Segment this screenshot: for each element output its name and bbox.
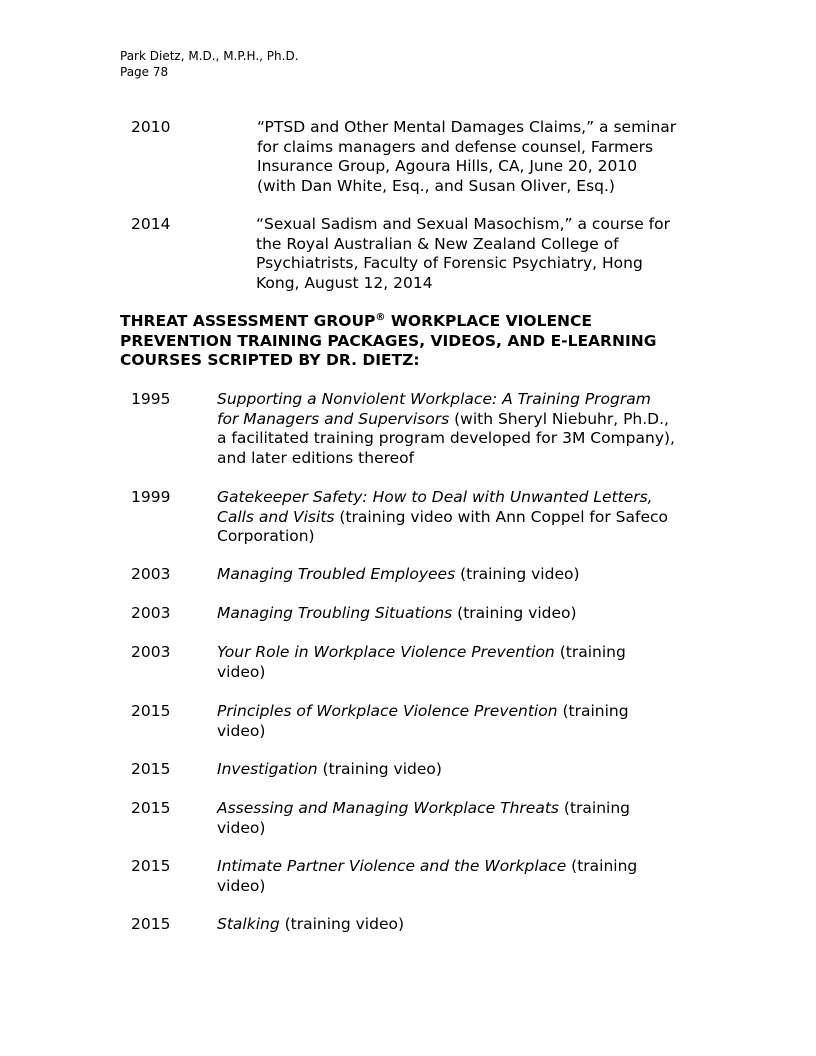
entry-year: 2015	[131, 760, 171, 778]
entry-detail: video)	[217, 721, 266, 740]
entry-year: 1995	[131, 390, 171, 408]
registered-trademark: ®	[375, 311, 386, 323]
entry-line: “PTSD and Other Mental Damages Claims,” a seminar	[257, 118, 677, 136]
entry-year: 2015	[131, 915, 171, 933]
entry-line: the Royal Australian & New Zealand College of	[256, 234, 619, 253]
entry-title: Managing Troubling Situations	[217, 604, 453, 622]
entry-title: Intimate Partner Violence and the Workplace	[217, 857, 567, 875]
entry-title: for Managers and Supervisors	[217, 409, 450, 428]
entry-description	[217, 604, 577, 624]
entry-description	[217, 643, 626, 682]
header-page-number: Page 78	[120, 65, 169, 79]
entry-detail: (training video)	[279, 915, 405, 933]
entry-detail: video)	[217, 876, 266, 895]
entry-title: Supporting a Nonviolent Workplace: A Training Program	[217, 390, 651, 408]
entry-detail: (training video)	[455, 565, 580, 583]
entry-detail: (training	[559, 799, 631, 817]
entry-title: Gatekeeper Safety: How to Deal with Unwanted Letters,	[217, 488, 653, 506]
entry-year: 2015	[131, 857, 171, 875]
entry-year: 2010	[131, 118, 171, 136]
entry-title: Calls and Visits	[217, 507, 335, 526]
entry-detail: (training video)	[452, 604, 577, 622]
entry-detail: and later editions thereof	[217, 448, 415, 467]
entry-detail: (training	[566, 857, 638, 875]
entry-description	[217, 702, 629, 741]
entry-line: (with Dan White, Esq., and Susan Oliver, Esq.)	[257, 176, 615, 195]
entry-line: for claims managers and defense counsel, Farmers	[257, 137, 654, 156]
entry-description	[257, 118, 676, 196]
entry-description	[217, 488, 668, 547]
heading-text: WORKPLACE VIOLENCE	[385, 312, 592, 330]
entry-detail: (with Sheryl Niebuhr, Ph.D.,	[449, 409, 669, 428]
entry-year: 2003	[131, 604, 171, 622]
entry-line: Psychiatrists, Faculty of Forensic Psychiatry, Hong	[256, 254, 643, 272]
entry-title: Assessing and Managing Workplace Threats	[217, 799, 559, 817]
entry-title: Stalking	[217, 915, 280, 933]
entry-line: Insurance Group, Agoura Hills, CA, June 20, 2010	[257, 157, 638, 175]
entry-title: Managing Troubled Employees	[217, 565, 456, 583]
entry-description	[256, 215, 670, 293]
entry-title: Principles of Workplace Violence Prevention	[217, 702, 558, 720]
heading-text: THREAT ASSESSMENT GROUP	[120, 312, 376, 330]
heading-text: COURSES SCRIPTED BY DR. DIETZ:	[120, 351, 420, 369]
entry-title: Investigation	[217, 760, 318, 778]
entry-description	[217, 390, 675, 468]
entry-year: 2015	[131, 799, 171, 817]
entry-detail: Corporation)	[217, 527, 315, 545]
entry-description	[217, 799, 630, 838]
entry-line: “Sexual Sadism and Sexual Masochism,” a course for	[256, 215, 670, 233]
entry-detail: (training video with Ann Coppel for Safeco	[334, 507, 668, 526]
entry-description	[217, 857, 637, 896]
entry-description	[217, 760, 442, 780]
entry-year: 2003	[131, 643, 171, 661]
page-header	[120, 48, 299, 80]
entry-detail: (training	[557, 702, 629, 720]
entry-year: 1999	[131, 488, 171, 506]
entry-detail: video)	[217, 662, 266, 681]
entry-line: Kong, August 12, 2014	[256, 273, 433, 292]
entry-year: 2015	[131, 702, 171, 720]
entry-detail: a facilitated training program developed for 3M Company),	[217, 429, 675, 447]
entry-detail: (training	[554, 643, 626, 661]
section-heading	[120, 312, 656, 371]
entry-detail: video)	[217, 818, 266, 837]
entry-detail: (training video)	[317, 760, 442, 778]
entry-year: 2014	[131, 215, 171, 233]
entry-title: Your Role in Workplace Violence Prevention	[217, 643, 555, 661]
heading-text: PREVENTION TRAINING PACKAGES, VIDEOS, AND E-LEARNING	[120, 331, 657, 350]
entry-description	[217, 915, 404, 935]
header-author: Park Dietz, M.D., M.P.H., Ph.D.	[120, 49, 299, 63]
entry-description	[217, 565, 580, 585]
entry-year: 2003	[131, 565, 171, 583]
